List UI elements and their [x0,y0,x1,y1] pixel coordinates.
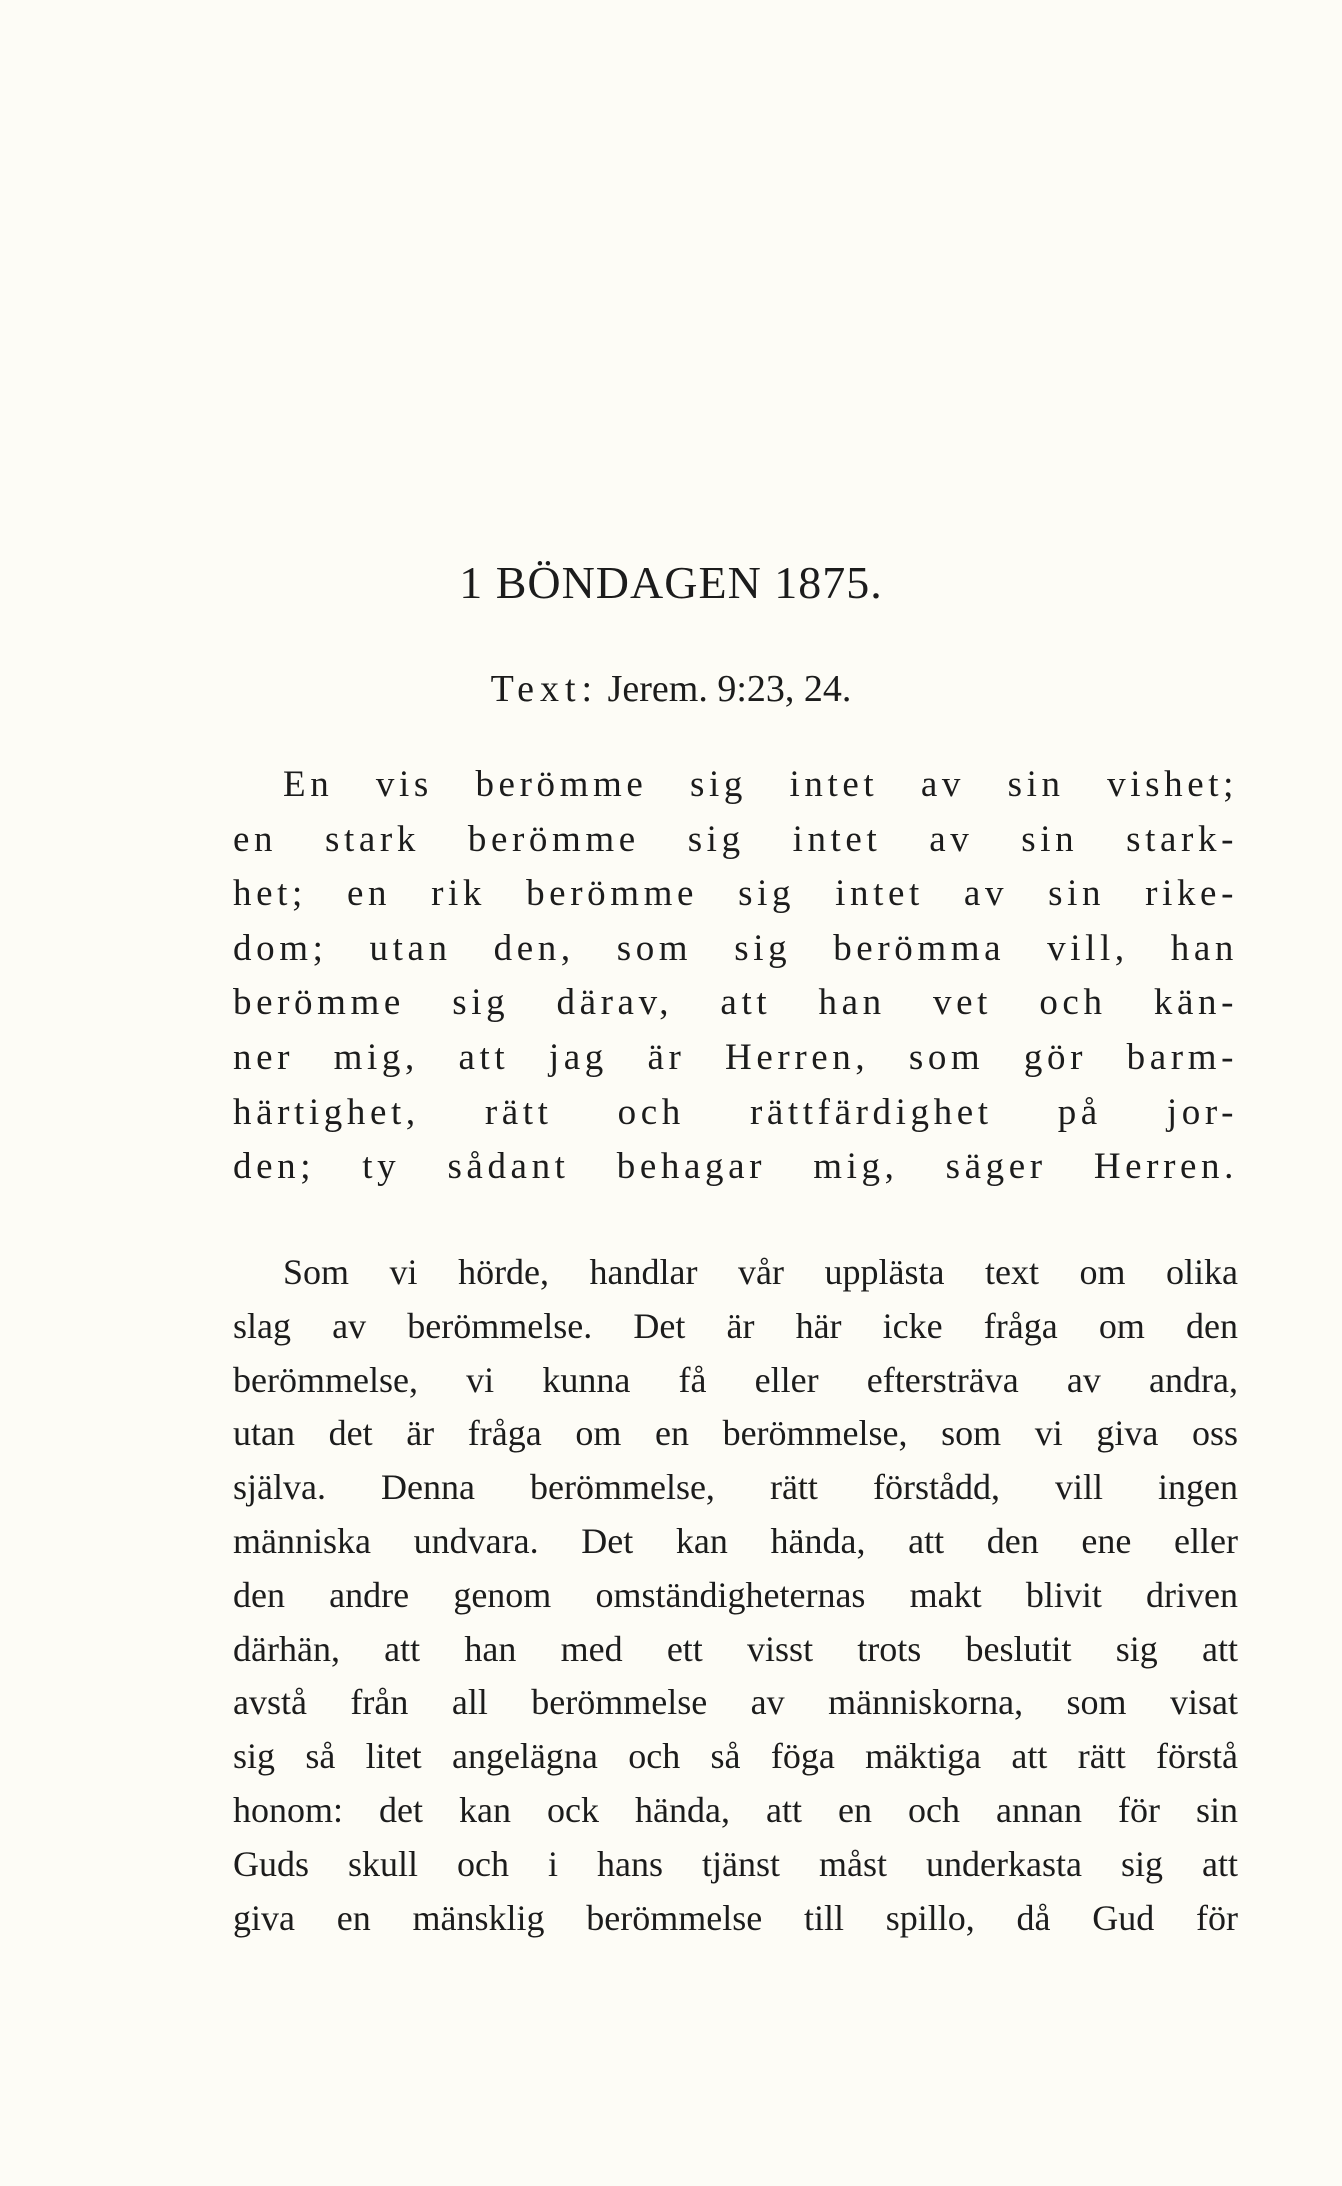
body-line: själva. Denna berömmelse, rätt förstådd, vill ingen [233,1467,1238,1508]
body-line: människa undvara. Det kan hända, att den ene eller [233,1520,1238,1561]
scripture-line: berömme sig därav, att han vet och kän- [233,982,1238,1024]
scripture-reference-label: Text: [490,668,599,710]
scripture-line: härtighet, rätt och rättfärdighet på jor- [233,1091,1238,1133]
body-line: utan det är fråga om en berömmelse, som vi giva oss [233,1413,1238,1454]
scripture-line: den; ty sådant behagar mig, säger Herren. [233,1146,1238,1188]
body-line: berömmelse, vi kunna få eller eftersträva av andra, [233,1359,1238,1400]
body-line: slag av berömmelse. Det är här icke fråga om den [233,1305,1238,1346]
scripture-line: het; en rik berömme sig intet av sin rike- [233,873,1238,915]
body-line: den andre genom omständigheternas makt blivit driven [233,1574,1238,1615]
body-line: honom: det kan ock hända, att en och annan för sin [233,1789,1238,1830]
body-line: Som vi hörde, handlar vår upplästa text om olika [283,1252,1238,1292]
scripture-reference-citation: Jerem. 9:23, 24. [607,668,852,710]
body-line: Guds skull och i hans tjänst måst underkasta sig att [233,1843,1238,1884]
body-line: sig så litet angelägna och så föga mäktiga att rätt förstå [233,1736,1238,1777]
page-heading: 1 BÖNDAGEN 1875. [459,557,883,608]
scripture-line: en stark berömme sig intet av sin stark- [233,818,1238,860]
body-line: giva en mänsklig berömmelse till spillo, då Gud för [233,1897,1238,1938]
scripture-line: ner mig, att jag är Herren, som gör barm- [233,1036,1238,1078]
scripture-reference [0,670,1342,708]
scripture-passage [233,758,1238,1195]
scripture-line: dom; utan den, som sig berömma vill, han [233,927,1238,969]
scripture-line: En vis berömme sig intet av sin vishet; [283,764,1238,805]
body-line: avstå från all berömmelse av människorna, som visat [233,1682,1238,1723]
body-line: därhän, att han med ett visst trots beslutit sig att [233,1628,1238,1669]
sermon-body [233,1246,1238,1945]
